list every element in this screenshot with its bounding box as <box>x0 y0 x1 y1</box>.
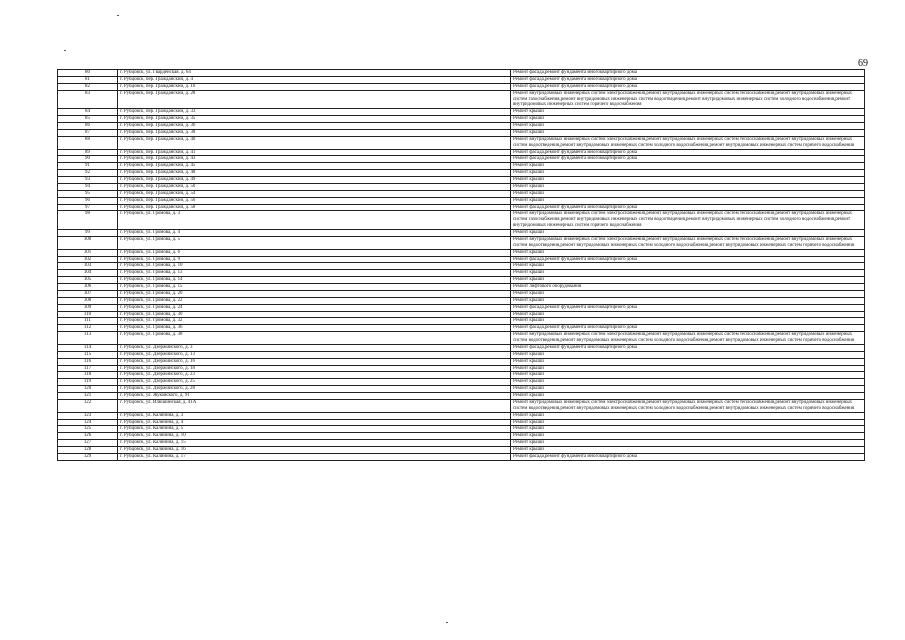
table-row <box>58 249 865 256</box>
table-row <box>58 76 865 83</box>
row-number: 91 <box>58 163 118 170</box>
table-row <box>58 204 865 211</box>
row-work-type: Ремонт фасада,ремонт фундамента многоквартирного дома <box>511 453 865 460</box>
table-row <box>58 116 865 123</box>
row-work-type: Ремонт крыши <box>511 170 865 177</box>
repair-registry-table <box>57 69 865 461</box>
page-number: 69 <box>858 58 868 69</box>
row-work-type: Ремонт крыши <box>511 270 865 277</box>
table-row <box>58 236 865 249</box>
table-row <box>58 365 865 372</box>
table-row <box>58 447 865 454</box>
row-work-type: Ремонт крыши <box>511 386 865 393</box>
row-work-type: Ремонт крыши <box>511 263 865 270</box>
row-number: 83 <box>58 90 118 109</box>
row-work-type: Ремонт крыши <box>511 447 865 454</box>
row-number: 121 <box>58 393 118 400</box>
row-work-type: Ремонт крыши <box>511 365 865 372</box>
row-address: г. Рубцовск, пер. Гражданский, д. 43 <box>118 156 511 163</box>
row-number: 117 <box>58 365 118 372</box>
row-work-type: Ремонт крыши <box>511 116 865 123</box>
table-row <box>58 399 865 412</box>
table-row <box>58 123 865 130</box>
table-row <box>58 83 865 90</box>
row-number: 97 <box>58 204 118 211</box>
row-address: г. Рубцовск, ул. Калинина, д. 17 <box>118 453 511 460</box>
table-row <box>58 270 865 277</box>
table-row <box>58 351 865 358</box>
row-work-type: Ремонт крыши <box>511 419 865 426</box>
table-row <box>58 297 865 304</box>
row-address: г. Рубцовск, ул. Громова, д. 15 <box>118 284 511 291</box>
row-work-type: Ремонт крыши <box>511 190 865 197</box>
row-number: 118 <box>58 372 118 379</box>
row-address: г. Рубцовск, ул. Дзержинского, д. 23 <box>118 372 511 379</box>
row-number: 120 <box>58 386 118 393</box>
row-address: г. Рубцовск, ул. Громова, д. 20 <box>118 290 511 297</box>
table-row <box>58 277 865 284</box>
row-address: г. Рубцовск, ул. Дзержинского, д. 25 <box>118 379 511 386</box>
table-row <box>58 332 865 345</box>
row-work-type: Ремонт фасада,ремонт фундамента многоквартирного дома <box>511 344 865 351</box>
row-address: г. Рубцовск, ул. Калинина, д. 5 <box>118 426 511 433</box>
table-row <box>58 311 865 318</box>
row-address: г. Рубцовск, пер. Гражданский, д. 36 <box>118 123 511 130</box>
row-address: г. Рубцовск, пер. Гражданский, д. 33 <box>118 109 511 116</box>
row-work-type: Ремонт внутридомовых инженерных систем электроснабжения,ремонт внутридомовых инженерных систем теплоснабжения,ремонт внутридомовых инженерных систем водоотведения,ремонт внутридомовых инженерных систем холодного водоснабжения,ремонт внутридомовых инженерных систем горячего водоснабжения <box>511 236 865 249</box>
table-row <box>58 90 865 109</box>
row-work-type: Ремонт фасада,ремонт фундамента многоквартирного дома <box>511 256 865 263</box>
table-row <box>58 230 865 237</box>
row-number: 106 <box>58 284 118 291</box>
table-row <box>58 156 865 163</box>
row-address: г. Рубцовск, ул. Жуковского, д. 91 <box>118 393 511 400</box>
row-number: 127 <box>58 440 118 447</box>
row-address: г. Рубцовск, пер. Гражданский, д. 28 <box>118 90 511 109</box>
row-work-type: Ремонт крыши <box>511 109 865 116</box>
row-address: г. Рубцовск, ул. Громова, д. 6 <box>118 249 511 256</box>
row-address: г. Рубцовск, ул. Громова, д. 24 <box>118 304 511 311</box>
row-address: г. Рубцовск, пер. Гражданский, д. 41 <box>118 149 511 156</box>
row-address: г. Рубцовск, ул. Дзержинского, д. 16 <box>118 358 511 365</box>
row-number: 89 <box>58 149 118 156</box>
table-row <box>58 109 865 116</box>
table-row <box>58 70 865 77</box>
row-work-type: Ремонт фасада,ремонт фундамента многоквартирного дома <box>511 70 865 77</box>
row-number: 111 <box>58 318 118 325</box>
row-work-type: Ремонт лифтового оборудования <box>511 284 865 291</box>
row-work-type: Ремонт крыши <box>511 433 865 440</box>
row-number: 102 <box>58 256 118 263</box>
row-work-type: Ремонт крыши <box>511 358 865 365</box>
row-work-type: Ремонт крыши <box>511 393 865 400</box>
row-number: 84 <box>58 109 118 116</box>
row-work-type: Ремонт крыши <box>511 412 865 419</box>
table-row <box>58 344 865 351</box>
row-number: 128 <box>58 447 118 454</box>
row-work-type: Ремонт крыши <box>511 129 865 136</box>
row-number: 104 <box>58 270 118 277</box>
row-work-type: Ремонт крыши <box>511 372 865 379</box>
row-number: 110 <box>58 311 118 318</box>
row-number: 107 <box>58 290 118 297</box>
row-number: 113 <box>58 332 118 345</box>
row-address: г. Рубцовск, пер. Гражданский, д. 40 <box>118 136 511 149</box>
table-row <box>58 393 865 400</box>
row-number: 129 <box>58 453 118 460</box>
row-address: г. Рубцовск, ул. Калинина, д. 15 <box>118 440 511 447</box>
row-address: г. Рубцовск, ул. Калинина, д. 3 <box>118 412 511 419</box>
table-row <box>58 211 865 230</box>
row-address: г. Рубцовск, ул. Громова, д. 4 <box>118 230 511 237</box>
row-number: 80 <box>58 70 118 77</box>
row-number: 116 <box>58 358 118 365</box>
table-row <box>58 453 865 460</box>
row-number: 99 <box>58 230 118 237</box>
row-work-type: Ремонт фасада,ремонт фундамента многоквартирного дома <box>511 76 865 83</box>
row-work-type: Ремонт крыши <box>511 177 865 184</box>
table-row <box>58 433 865 440</box>
row-address: г. Рубцовск, ул. Дзержинского, д. 13 <box>118 351 511 358</box>
row-work-type: Ремонт крыши <box>511 183 865 190</box>
row-work-type: Ремонт крыши <box>511 311 865 318</box>
row-address: г. Рубцовск, ул. Громова, д. 3 <box>118 211 511 230</box>
table-row <box>58 197 865 204</box>
table-row <box>58 440 865 447</box>
row-work-type: Ремонт крыши <box>511 290 865 297</box>
row-address: г. Рубцовск, пер. Гражданский, д. 48 <box>118 170 511 177</box>
row-work-type: Ремонт крыши <box>511 163 865 170</box>
row-number: 98 <box>58 211 118 230</box>
registry-body <box>58 70 865 461</box>
table-row <box>58 263 865 270</box>
row-number: 105 <box>58 277 118 284</box>
row-number: 85 <box>58 116 118 123</box>
row-address: г. Рубцовск, ул. Громова, д. 13 <box>118 270 511 277</box>
row-address: г. Рубцовск, пер. Гражданский, д. 50 <box>118 183 511 190</box>
table-row <box>58 325 865 332</box>
scan-speck <box>117 15 119 16</box>
row-address: г. Рубцовск, пер. Гражданский, д. 58 <box>118 204 511 211</box>
scan-speck <box>64 50 66 51</box>
row-work-type: Ремонт внутридомовых инженерных систем электроснабжения,ремонт внутридомовых инженерных систем теплоснабжения,ремонт внутридомовых инженерных систем газоснабжения,ремонт внутридомовых инженерных систем водоотведения,ремонт внутридомовых инженерных систем холодного водоснабжения,ремонт внутридомовых инженерных систем горячего водоснабжения <box>511 211 865 230</box>
row-work-type: Ремонт крыши <box>511 230 865 237</box>
row-address: г. Рубцовск, ул. Калинина, д. 4 <box>118 419 511 426</box>
row-work-type: Ремонт фасада,ремонт фундамента многоквартирного дома <box>511 156 865 163</box>
row-address: г. Рубцовск, ул. Дзержинского, д. 18 <box>118 365 511 372</box>
row-number: 94 <box>58 183 118 190</box>
row-address: г. Рубцовск, ул. Громова, д. 10 <box>118 263 511 270</box>
table-row <box>58 386 865 393</box>
row-address: г. Рубцовск, ул. Громова, д. 14 <box>118 277 511 284</box>
row-address: г. Рубцовск, пер. Гражданский, д. 54 <box>118 190 511 197</box>
row-address: г. Рубцовск, пер. Гражданский, д. 35 <box>118 116 511 123</box>
row-address: г. Рубцовск, пер. Гражданский, д. 10 <box>118 83 511 90</box>
table-row <box>58 372 865 379</box>
row-work-type: Ремонт крыши <box>511 297 865 304</box>
row-work-type: Ремонт крыши <box>511 440 865 447</box>
row-number: 100 <box>58 236 118 249</box>
table-row <box>58 136 865 149</box>
row-number: 96 <box>58 197 118 204</box>
row-address: г. Рубцовск, ул. Илюшинская, д. 41А <box>118 399 511 412</box>
table-row <box>58 358 865 365</box>
row-number: 119 <box>58 379 118 386</box>
row-address: г. Рубцовск, пер. Гражданский, д. 4 <box>118 76 511 83</box>
table-row <box>58 163 865 170</box>
table-row <box>58 284 865 291</box>
table-row <box>58 170 865 177</box>
table-row <box>58 426 865 433</box>
row-work-type: Ремонт крыши <box>511 249 865 256</box>
row-address: г. Рубцовск, пер. Гражданский, д. 38 <box>118 129 511 136</box>
row-address: г. Рубцовск, пер. Гражданский, д. 45 <box>118 163 511 170</box>
row-address: г. Рубцовск, ул. Громова, д. 30 <box>118 311 511 318</box>
row-number: 115 <box>58 351 118 358</box>
row-number: 82 <box>58 83 118 90</box>
row-work-type: Ремонт внутридомовых инженерных систем электроснабжения,ремонт внутридомовых инженерных систем теплоснабжения,ремонт внутридомовых инженерных систем газоснабжения,ремонт внутридомовых инженерных систем водоотведения,ремонт внутридомовых инженерных систем холодного водоснабжения,ремонт внутридомовых инженерных систем горячего водоснабжения <box>511 90 865 109</box>
row-address: г. Рубцовск, ул. Калинина, д. 10 <box>118 433 511 440</box>
row-address: г. Рубцовск, ул. Калинина, д. 16 <box>118 447 511 454</box>
row-address: г. Рубцовск, ул. Громова, д. 5 <box>118 236 511 249</box>
row-work-type: Ремонт крыши <box>511 277 865 284</box>
table-row <box>58 190 865 197</box>
row-number: 87 <box>58 129 118 136</box>
row-address: г. Рубцовск, ул. Дзержинского, д. 3 <box>118 344 511 351</box>
row-work-type: Ремонт крыши <box>511 351 865 358</box>
row-address: г. Рубцовск, ул. Громова, д. 36 <box>118 325 511 332</box>
row-number: 103 <box>58 263 118 270</box>
row-work-type: Ремонт фасада,ремонт фундамента многоквартирного дома <box>511 204 865 211</box>
row-work-type: Ремонт крыши <box>511 123 865 130</box>
row-number: 122 <box>58 399 118 412</box>
row-work-type: Ремонт крыши <box>511 426 865 433</box>
row-address: г. Рубцовск, пер. Гражданский, д. 56 <box>118 197 511 204</box>
row-number: 101 <box>58 249 118 256</box>
row-number: 92 <box>58 170 118 177</box>
row-number: 108 <box>58 297 118 304</box>
row-work-type: Ремонт фасада,ремонт фундамента многоквартирного дома <box>511 304 865 311</box>
row-address: г. Рубцовск, ул. Громова, д. 9 <box>118 256 511 263</box>
scan-speck <box>446 622 448 623</box>
row-number: 112 <box>58 325 118 332</box>
row-address: г. Рубцовск, ул. Громова, д. 32 <box>118 318 511 325</box>
row-work-type: Ремонт фасада,ремонт фундамента многоквартирного дома <box>511 149 865 156</box>
row-work-type: Ремонт внутридомовых инженерных систем электроснабжения,ремонт внутридомовых инженерных систем теплоснабжения,ремонт внутридомовых инженерных систем водоотведения,ремонт внутридомовых инженерных систем холодного водоснабжения,ремонт внутридомовых инженерных систем горячего водоснабжения <box>511 136 865 149</box>
table-row <box>58 149 865 156</box>
row-work-type: Ремонт внутридомовых инженерных систем электроснабжения,ремонт внутридомовых инженерных систем теплоснабжения,ремонт внутридомовых инженерных систем водоотведения,ремонт внутридомовых инженерных систем холодного водоснабжения,ремонт внутридомовых инженерных систем горячего водоснабжения <box>511 399 865 412</box>
row-number: 93 <box>58 177 118 184</box>
row-address: г. Рубцовск, ул. Гвардейская, д. 64 <box>118 70 511 77</box>
row-work-type: Ремонт крыши <box>511 197 865 204</box>
table-row <box>58 379 865 386</box>
row-number: 88 <box>58 136 118 149</box>
table-row <box>58 419 865 426</box>
row-address: г. Рубцовск, ул. Дзержинского, д. 28 <box>118 386 511 393</box>
table-row <box>58 129 865 136</box>
row-address: г. Рубцовск, пер. Гражданский, д. 49 <box>118 177 511 184</box>
table-row <box>58 290 865 297</box>
row-number: 123 <box>58 412 118 419</box>
row-address: г. Рубцовск, ул. Громова, д. 22 <box>118 297 511 304</box>
row-number: 86 <box>58 123 118 130</box>
row-number: 81 <box>58 76 118 83</box>
row-work-type: Ремонт крыши <box>511 318 865 325</box>
row-number: 90 <box>58 156 118 163</box>
row-work-type: Ремонт крыши <box>511 379 865 386</box>
row-number: 114 <box>58 344 118 351</box>
table-row <box>58 318 865 325</box>
row-work-type: Ремонт фасада,ремонт фундамента многоквартирного дома <box>511 83 865 90</box>
row-number: 125 <box>58 426 118 433</box>
row-address: г. Рубцовск, ул. Громова, д. 38 <box>118 332 511 345</box>
row-number: 126 <box>58 433 118 440</box>
table-row <box>58 412 865 419</box>
row-work-type: Ремонт внутридомовых инженерных систем электроснабжения,ремонт внутридомовых инженерных систем теплоснабжения,ремонт внутридомовых инженерных систем водоотведения,ремонт внутридомовых инженерных систем холодного водоснабжения,ремонт внутридомовых инженерных систем горячего водоснабжения <box>511 332 865 345</box>
row-number: 95 <box>58 190 118 197</box>
table-row <box>58 304 865 311</box>
row-number: 124 <box>58 419 118 426</box>
row-number: 109 <box>58 304 118 311</box>
row-work-type: Ремонт фасада,ремонт фундамента многоквартирного дома <box>511 325 865 332</box>
table-row <box>58 183 865 190</box>
table-row <box>58 256 865 263</box>
table-row <box>58 177 865 184</box>
